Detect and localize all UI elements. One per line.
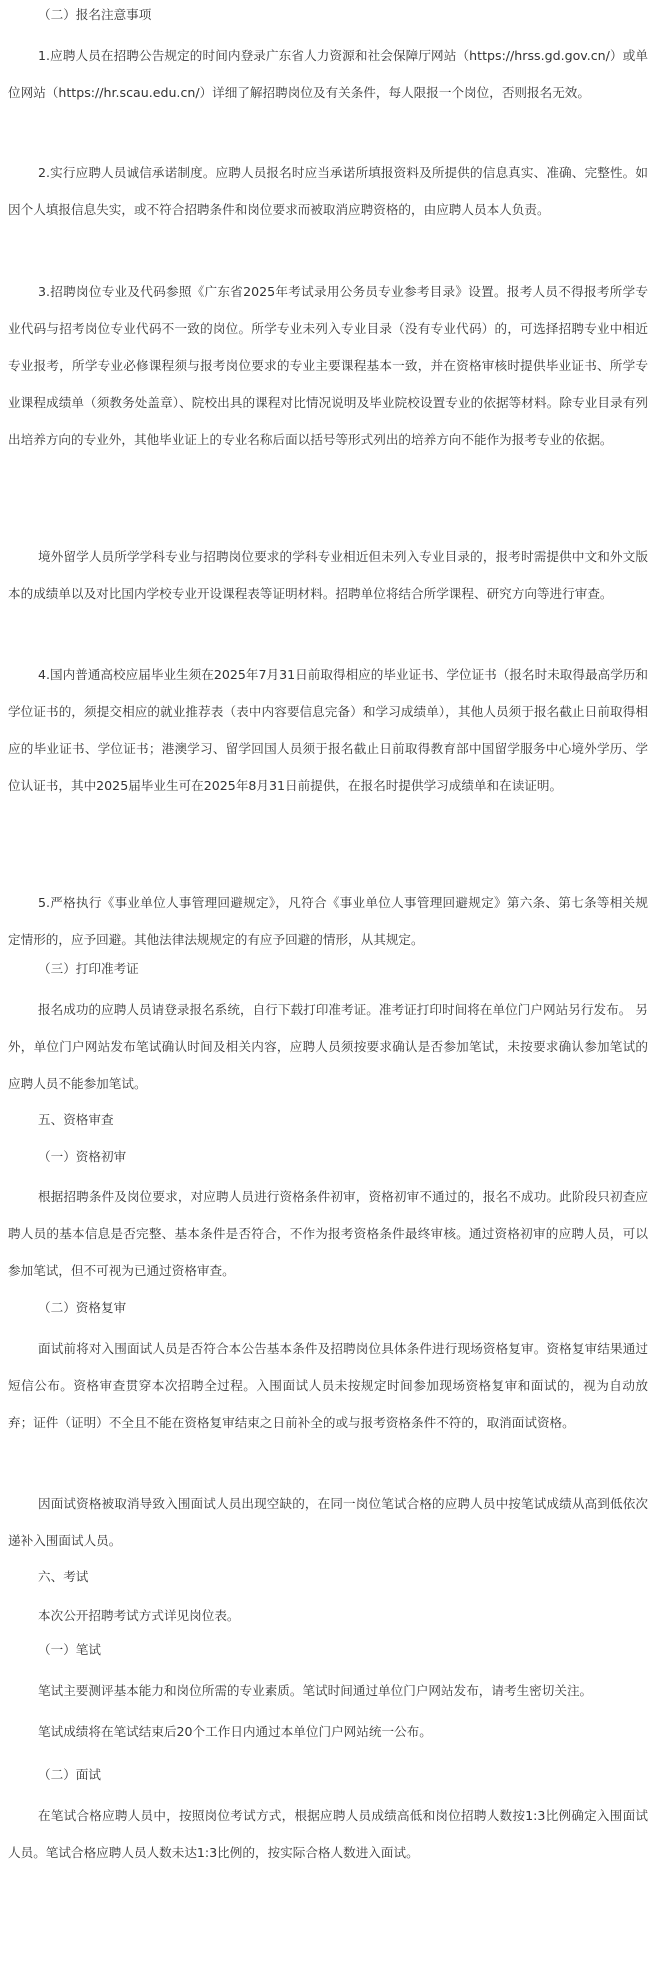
paragraph-reg-overseas: 境外留学人员所学学科专业与招聘岗位要求的学科专业相近但未列入专业目录的，报考时需提供中文和外文版本的成绩单以及对比国内学校专业开设课程表等证明材料。招聘单位将结合所学课程、研究方向等进行审查。	[8, 549, 648, 601]
paragraph-reg-2: 2.实行应聘人员诚信承诺制度。应聘人员报名时应当承诺所填报资料及所提供的信息真实、准确、完整性。如因个人填报信息失实，或不符合招聘条件和岗位要求而被取消应聘资格的，由应聘人员本人负责。	[8, 165, 648, 217]
paragraph-reg-4: 4.国内普通高校应届毕业生须在2025年7月31日前取得相应的毕业证书、学位证书（报名时未取得最高学历和学位证书的，须提交相应的就业推荐表（表中内容要信息完备）和学习成绩单），其他人员须于报名截止日前取得相应的毕业证书、学位证书；港澳学习、留学回国人员须于报名截止日前取得教育部中国留学服务中心境外学历、学位认证书，其中2025届毕业生可在2025年8月31日前提供，在报名时提供学习成绩单和在读证明。	[8, 667, 648, 793]
paragraph-final-review-1: 面试前将对入围面试人员是否符合本公告基本条件及招聘岗位具体条件进行现场资格复审。资格复审结果通过短信公布。资格审查贯穿本次招聘全过程。入围面试人员未按规定时间参加现场资格复审和面试的，视为自动放弃；证件（证明）不全且不能在资格复审结束之日前补全的或与报考资格条件不符的，取消面试资格。	[8, 1341, 648, 1430]
section-heading-qualification-review: 五、资格审查	[38, 1112, 114, 1127]
paragraph-reg-1: 1.应聘人员在招聘公告规定的时间内登录广东省人力资源和社会保障厅网站（https://hrss.gd.gov.cn/）或单位网站（https://hr.scau.edu.cn/）详细了解招聘岗位及有关条件，每人限报一个岗位，否则报名无效。	[8, 48, 648, 100]
paragraph-exam-intro: 本次公开招聘考试方式详见岗位表。	[38, 1608, 240, 1623]
paragraph-reg-3: 3.招聘岗位专业及代码参照《广东省2025年考试录用公务员专业参考目录》设置。报考人员不得报考所学专业代码与招考岗位专业代码不一致的岗位。所学专业未列入专业目录（没有专业代码）的，可选择招聘专业中相近专业报考，所学专业必修课程须与报考岗位要求的专业主要课程基本一致，并在资格审核时提供毕业证书、所学专业课程成绩单（须教务处盖章）、院校出具的课程对比情况说明及毕业院校设置专业的依据等材料。除专业目录有列出培养方向的专业外，其他毕业证上的专业名称后面以括号等形式列出的培养方向不能作为报考专业的依据。	[8, 284, 648, 447]
subheading-final-review: （二）资格复审	[38, 1300, 127, 1315]
paragraph-initial-review: 根据招聘条件及岗位要求，对应聘人员进行资格条件初审，资格初审不通过的，报名不成功。此阶段只初查应聘人员的基本信息是否完整、基本条件是否符合，不作为报考资格条件最终审核。通过资格初审的应聘人员，可以参加笔试，但不可视为已通过资格审查。	[8, 1189, 648, 1278]
subheading-initial-review: （一）资格初审	[38, 1149, 127, 1164]
paragraph-reg-5: 5.严格执行《事业单位人事管理回避规定》，凡符合《事业单位人事管理回避规定》第六条、第七条等相关规定情形的，应予回避。其他法律法规规定的有应予回避的情形，从其规定。	[8, 895, 648, 947]
subheading-written-exam: （一）笔试	[38, 1642, 101, 1657]
subheading-interview: （二）面试	[38, 1767, 101, 1782]
paragraph-written-exam-2: 笔试成绩将在笔试结束后20个工作日内通过本单位门户网站统一公布。	[38, 1724, 432, 1739]
paragraph-final-review-2: 因面试资格被取消导致入围面试人员出现空缺的，在同一岗位笔试合格的应聘人员中按笔试成绩从高到低依次递补入围面试人员。	[8, 1496, 648, 1548]
paragraph-written-exam-1: 笔试主要测评基本能力和岗位所需的专业素质。笔试时间通过单位门户网站发布，请考生密切关注。	[38, 1683, 593, 1698]
section-heading-registration-notes: （二）报名注意事项	[38, 7, 152, 22]
section-heading-exam: 六、考试	[38, 1569, 89, 1584]
section-heading-admission-ticket: （三）打印准考证	[38, 961, 139, 976]
paragraph-interview: 在笔试合格应聘人员中，按照岗位考试方式，根据应聘人员成绩高低和岗位招聘人数按1:3比例确定入围面试人员。笔试合格应聘人员人数未达1:3比例的，按实际合格人数进入面试。	[8, 1808, 648, 1860]
paragraph-admission-ticket: 报名成功的应聘人员请登录报名系统，自行下载打印准考证。准考证打印时间将在单位门户网站另行发布。 另外，单位门户网站发布笔试确认时间及相关内容，应聘人员须按要求确认是否参加笔试，未按要求确认参加笔试的应聘人员不能参加笔试。	[8, 1002, 648, 1091]
